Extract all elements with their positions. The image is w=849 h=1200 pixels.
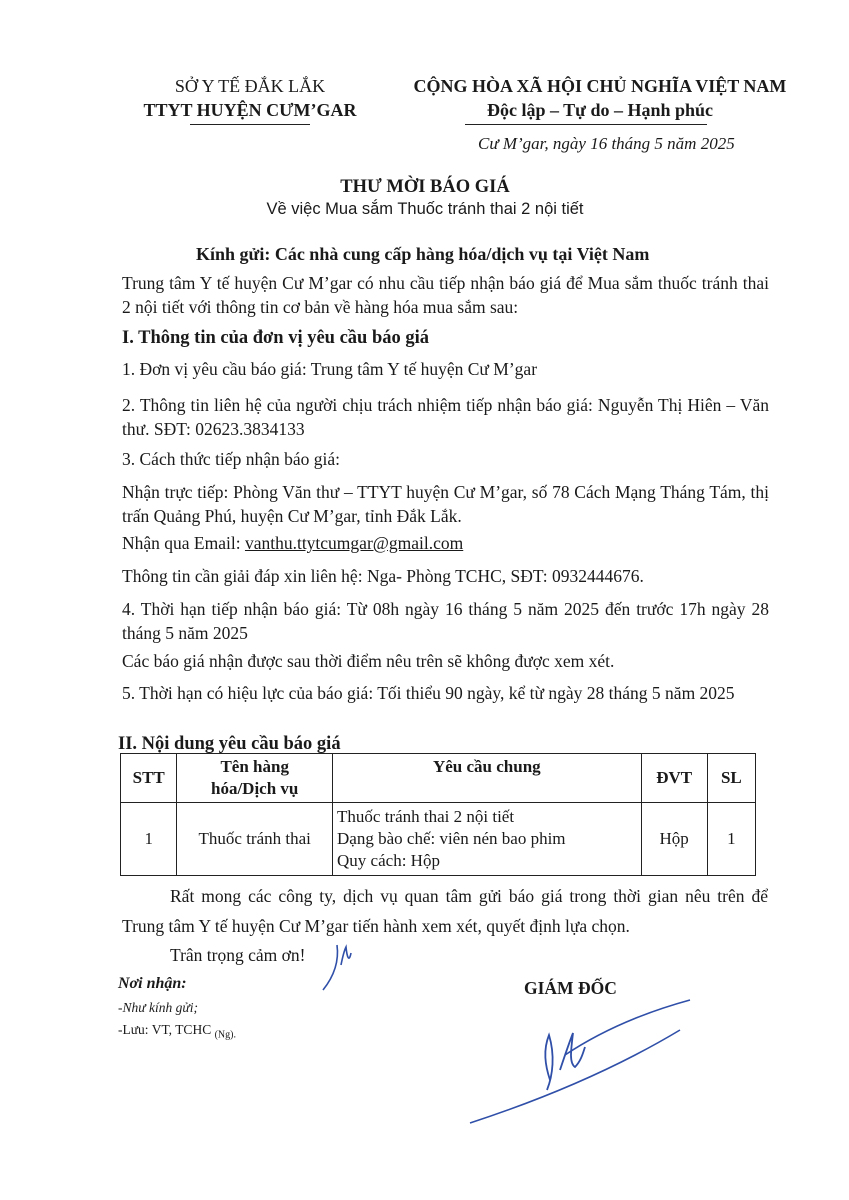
col-qty: SL [707,754,755,803]
req-line-2: Dạng bào chế: viên nén bao phim [337,829,566,848]
thanks-line: Trân trọng cảm ơn! [170,945,306,965]
col-stt: STT [121,754,177,803]
recipients-line-1: -Như kính gửi; [118,1000,198,1015]
document-date: Cư M’gar, ngày 16 tháng 5 năm 2025 [478,134,735,153]
national-motto: Độc lập – Tự do – Hạnh phúc [486,100,714,120]
recipients-heading: Nơi nhận: [118,975,187,992]
issuer-underline [190,124,310,125]
intro-paragraph: Trung tâm Y tế huyện Cư M’gar có nhu cầu tiếp nhận báo giá để Mua sắm thuốc tránh thai 2 nội tiết với thông tin cơ bản về hàng hóa mua sắm sau: [122,273,769,317]
section-1-heading: I. Thông tin của đơn vị yêu cầu báo giá [122,328,430,348]
email-label: Nhận qua Email: [122,533,245,553]
table-row [121,803,756,876]
cell-stt: 1 [121,803,177,876]
section-1-item-5: 5. Thời hạn có hiệu lực của báo giá: Tối thiểu 90 ngày, kể từ ngày 28 tháng 5 năm 2025 [122,683,735,703]
motto-underline [465,124,707,125]
col-item-name-line1: Tên hàng [220,757,289,776]
col-unit: ĐVT [641,754,707,803]
cell-unit: Hộp [641,803,707,876]
cell-requirements [333,803,642,876]
cell-item-name: Thuốc tránh thai [177,803,333,876]
col-item-name [177,754,333,803]
contact-line: Thông tin cần giải đáp xin liên hệ: Nga- Phòng TCHC, SĐT: 0932444676. [122,566,644,586]
signer-title: GIÁM ĐỐC [524,978,617,998]
section-1-item-1: 1. Đơn vị yêu cầu báo giá: Trung tâm Y tế huyện Cư M’gar [122,359,538,379]
section-1-item-4: 4. Thời hạn tiếp nhận báo giá: Từ 08h ngày 16 tháng 5 năm 2025 đến trước 17h ngày 28 tháng 5 năm 2025 [122,599,769,643]
recipients-line-2-sub: (Ng). [214,1029,236,1041]
issuer-parent-agency: SỞ Y TẾ ĐẮK LẮK [174,76,326,96]
section-1-item-3: 3. Cách thức tiếp nhận báo giá: [122,449,340,469]
section-2-heading: II. Nội dung yêu cầu báo giá [118,734,341,754]
recipients-line-2 [118,1022,236,1041]
initials-mark [315,935,365,995]
document-title: THƯ MỜI BÁO GIÁ [340,177,510,197]
national-title: CỘNG HÒA XÃ HỘI CHỦ NGHĨA VIỆT NAM [413,76,787,96]
director-signature [465,995,695,1130]
receive-email-line [122,533,463,554]
req-line-1: Thuốc tránh thai 2 nội tiết [337,807,515,826]
closing-paragraph: Rất mong các công ty, dịch vụ quan tâm gửi báo giá trong thời gian nêu trên để Trung tâm Y tế huyện Cư M’gar tiến hành xem xét, quyết định lựa chọn. [122,886,768,936]
receive-direct: Nhận trực tiếp: Phòng Văn thư – TTYT huyện Cư M’gar, số 78 Cách Mạng Tháng Tám, thị trấn Quảng Phú, huyện Cư M’gar, tỉnh Đắk Lắk. [122,482,769,526]
cell-qty: 1 [707,803,755,876]
table-header-row [121,754,756,803]
col-requirements: Yêu cầu chung [333,754,642,803]
late-note: Các báo giá nhận được sau thời điểm nêu trên sẽ không được xem xét. [122,651,615,671]
col-item-name-line2: hóa/Dịch vụ [211,779,299,798]
issuer-unit: TTYT HUYỆN CƯM’GAR [143,100,357,120]
request-table [120,753,756,876]
section-1-item-2: 2. Thông tin liên hệ của người chịu trách nhiệm tiếp nhận báo giá: Nguyễn Thị Hiên – Văn thư. SĐT: 02623.3834133 [122,395,769,439]
recipient-line: Kính gửi: Các nhà cung cấp hàng hóa/dịch vụ tại Việt Nam [196,244,650,264]
email-link[interactable]: vanthu.ttytcumgar@gmail.com [244,533,464,553]
document-subtitle: Về việc Mua sắm Thuốc tránh thai 2 nội tiết [266,200,584,218]
recipients-line-2-text: -Lưu: VT, TCHC [118,1022,212,1037]
req-line-3: Quy cách: Hộp [337,851,440,870]
